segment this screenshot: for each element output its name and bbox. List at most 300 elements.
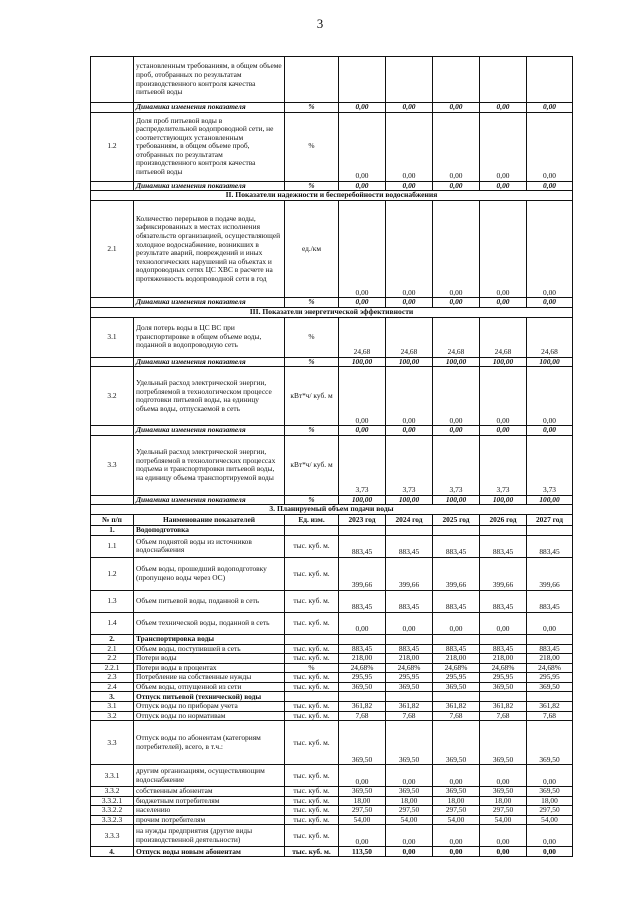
value-cell: 3,73: [433, 435, 480, 495]
row-name: Потребление на собственные нужды: [134, 673, 285, 683]
value-cell: 0,00: [386, 426, 433, 436]
value-cell: 24,68%: [339, 663, 386, 673]
value-cell: 883,45: [527, 644, 573, 654]
value-cell: 0,00: [527, 112, 573, 181]
value-cell: 369,50: [433, 721, 480, 765]
value-cell: [339, 692, 386, 702]
section-heading-row: [91, 307, 573, 317]
row-unit: кВт*ч/ куб. м: [285, 435, 339, 495]
value-cell: 24,68%: [433, 663, 480, 673]
value-cell: 54,00: [433, 815, 480, 825]
value-cell: 0,00: [433, 765, 480, 787]
table-row: [91, 644, 573, 654]
row-name: Удельный расход электрической энергии, потребляемой в технологических процессах подъема и транспортировки питьевой воды, на единицу объема транспортируемой воды: [134, 435, 285, 495]
value-cell: 883,45: [339, 644, 386, 654]
row-unit: тыс. куб. м.: [285, 721, 339, 765]
row-number: 3.2: [91, 711, 134, 721]
row-number: 2.: [91, 634, 134, 644]
table-row: [91, 535, 573, 557]
value-cell: 297,50: [386, 806, 433, 816]
row-name: установленным требованиям, в общем объеме проб, отобранных по результатам производственного контроля качества питьевой воды: [134, 57, 285, 103]
value-cell: [527, 57, 573, 103]
row-name: Удельный расход электрической энергии, потребляемой в технологическом процессе подготовки питьевой воды, на единицу объема воды, отпускаемой в сеть: [134, 367, 285, 426]
section-heading-row: [91, 505, 573, 515]
value-cell: 883,45: [527, 535, 573, 557]
value-cell: 399,66: [386, 557, 433, 590]
value-cell: 883,45: [339, 590, 386, 612]
table-row: [91, 692, 573, 702]
value-cell: 0,00: [386, 612, 433, 634]
row-unit: %: [285, 495, 339, 505]
row-number: 1.3: [91, 590, 134, 612]
value-cell: 3,73: [480, 435, 527, 495]
row-name: Динамика изменения показателя: [134, 181, 285, 191]
value-cell: 0,00: [386, 367, 433, 426]
value-cell: 399,66: [433, 557, 480, 590]
row-name: Объем воды, поступившей в сеть: [134, 644, 285, 654]
value-cell: 369,50: [480, 682, 527, 692]
table-row: [91, 815, 573, 825]
value-cell: 100,00: [339, 357, 386, 367]
value-cell: 295,95: [527, 673, 573, 683]
column-header: 2023 год: [339, 514, 386, 525]
row-unit: тыс. куб. м.: [285, 535, 339, 557]
dynamics-row: [91, 357, 573, 367]
row-name: Количество перерывов в подаче воды, зафиксированных в местах исполнения обязательств организацией, осуществляющей холодное водоснабжение, возникших в результате аварий, повреждений и иных технологических нарушений на объектах и водопроводных сетях ЦС ХВС в расчете на протяженность водопроводной сети в год: [134, 201, 285, 298]
table-row: [91, 435, 573, 495]
value-cell: 7,68: [480, 711, 527, 721]
value-cell: 3,73: [339, 435, 386, 495]
value-cell: 100,00: [386, 357, 433, 367]
table-row: [91, 57, 573, 103]
value-cell: 883,45: [386, 535, 433, 557]
row-number: 3.3: [91, 435, 134, 495]
dynamics-row: [91, 181, 573, 191]
value-cell: [527, 525, 573, 535]
value-cell: 361,82: [339, 702, 386, 712]
table-row: [91, 765, 573, 787]
column-header: Наименование показателей: [134, 514, 285, 525]
row-name: Динамика изменения показателя: [134, 298, 285, 308]
value-cell: 0,00: [527, 201, 573, 298]
value-cell: 0,00: [433, 103, 480, 113]
row-number: 2.3: [91, 673, 134, 683]
value-cell: 0,00: [527, 426, 573, 436]
row-name: Отпуск воды новым абонентам: [134, 847, 285, 857]
dynamics-row: [91, 298, 573, 308]
table-row: [91, 787, 573, 797]
value-cell: 7,68: [339, 711, 386, 721]
value-cell: 297,50: [527, 806, 573, 816]
row-unit: ед./км: [285, 201, 339, 298]
value-cell: 24,68%: [480, 663, 527, 673]
value-cell: 54,00: [339, 815, 386, 825]
table-row: [91, 673, 573, 683]
value-cell: 54,00: [527, 815, 573, 825]
value-cell: 399,66: [527, 557, 573, 590]
table-row: [91, 112, 573, 181]
value-cell: 369,50: [339, 721, 386, 765]
row-number: 2.1: [91, 644, 134, 654]
value-cell: 369,50: [480, 721, 527, 765]
table-row: [91, 612, 573, 634]
value-cell: [386, 57, 433, 103]
row-name: Отпуск воды по нормативам: [134, 711, 285, 721]
value-cell: 295,95: [339, 673, 386, 683]
value-cell: 100,00: [527, 357, 573, 367]
value-cell: 0,00: [386, 181, 433, 191]
table-row: [91, 634, 573, 644]
value-cell: 0,00: [386, 112, 433, 181]
row-name: Объем технической воды, поданной в сеть: [134, 612, 285, 634]
value-cell: 0,00: [433, 201, 480, 298]
table-row: [91, 682, 573, 692]
row-number: 2.1: [91, 201, 134, 298]
page-number: 3: [316, 16, 324, 31]
row-unit: %: [285, 298, 339, 308]
row-number: 3.3.3: [91, 825, 134, 847]
row-number: 3.3.2.1: [91, 796, 134, 806]
row-unit: [285, 57, 339, 103]
value-cell: 399,66: [339, 557, 386, 590]
row-number: 1.4: [91, 612, 134, 634]
value-cell: [386, 634, 433, 644]
value-cell: 54,00: [480, 815, 527, 825]
row-number: 3.1: [91, 702, 134, 712]
value-cell: 0,00: [527, 847, 573, 857]
row-name: другим организациям, осуществляющим водоснабжение: [134, 765, 285, 787]
section-heading-row: [91, 191, 573, 201]
value-cell: 0,00: [433, 298, 480, 308]
column-header: 2024 год: [386, 514, 433, 525]
value-cell: [339, 525, 386, 535]
value-cell: 54,00: [386, 815, 433, 825]
value-cell: 18,00: [433, 796, 480, 806]
value-cell: 0,00: [433, 426, 480, 436]
dynamics-row: [91, 426, 573, 436]
row-number: 3.3.2: [91, 787, 134, 797]
value-cell: 0,00: [339, 825, 386, 847]
row-number: 1.1: [91, 535, 134, 557]
value-cell: 0,00: [480, 847, 527, 857]
value-cell: 0,00: [480, 298, 527, 308]
value-cell: 0,00: [433, 847, 480, 857]
row-name: Отпуск питьевой (технической) воды: [134, 692, 285, 702]
column-header: 2027 год: [527, 514, 573, 525]
table-row: [91, 806, 573, 816]
row-unit: тыс. куб. м.: [285, 682, 339, 692]
value-cell: 0,00: [527, 367, 573, 426]
value-cell: 18,00: [339, 796, 386, 806]
row-unit: %: [285, 103, 339, 113]
row-number: 3.3.2.2: [91, 806, 134, 816]
value-cell: 369,50: [339, 682, 386, 692]
column-header: 2025 год: [433, 514, 480, 525]
value-cell: [480, 57, 527, 103]
row-name: Динамика изменения показателя: [134, 357, 285, 367]
dynamics-row: [91, 495, 573, 505]
row-name: Водоподготовка: [134, 525, 285, 535]
row-number: 1.2: [91, 112, 134, 181]
value-cell: 295,95: [386, 673, 433, 683]
table-row: [91, 317, 573, 357]
row-unit: %: [285, 663, 339, 673]
row-unit: тыс. куб. м.: [285, 711, 339, 721]
table-row: [91, 367, 573, 426]
value-cell: 24,68: [433, 317, 480, 357]
table-row: [91, 590, 573, 612]
row-unit: тыс. куб. м.: [285, 806, 339, 816]
row-number: 3.3.1: [91, 765, 134, 787]
row-number: [91, 181, 134, 191]
value-cell: 100,00: [480, 495, 527, 505]
row-number: 3.2: [91, 367, 134, 426]
value-cell: 0,00: [480, 181, 527, 191]
row-number: 3.1: [91, 317, 134, 357]
row-number: 3.3.2.3: [91, 815, 134, 825]
value-cell: 0,00: [480, 612, 527, 634]
value-cell: [339, 57, 386, 103]
row-name: Доля потерь воды в ЦС ВС при транспортировке в общем объеме воды, поданной в водопроводную сеть: [134, 317, 285, 357]
value-cell: 0,00: [433, 367, 480, 426]
value-cell: 24,68%: [527, 663, 573, 673]
value-cell: 297,50: [480, 806, 527, 816]
value-cell: 369,50: [386, 682, 433, 692]
value-cell: 883,45: [433, 644, 480, 654]
column-header: Ед. изм.: [285, 514, 339, 525]
value-cell: 0,00: [527, 825, 573, 847]
row-unit: тыс. куб. м.: [285, 796, 339, 806]
value-cell: 3,73: [527, 435, 573, 495]
value-cell: 18,00: [480, 796, 527, 806]
row-unit: тыс. куб. м.: [285, 557, 339, 590]
table-row: [91, 847, 573, 857]
section-heading: III. Показатели энергетической эффективности: [91, 307, 573, 317]
value-cell: 100,00: [339, 495, 386, 505]
value-cell: 0,00: [339, 201, 386, 298]
value-cell: 369,50: [433, 787, 480, 797]
value-cell: 218,00: [527, 654, 573, 664]
row-unit: тыс. куб. м.: [285, 644, 339, 654]
value-cell: 369,50: [339, 787, 386, 797]
row-name: Объем воды, отпущенной из сети: [134, 682, 285, 692]
value-cell: 883,45: [339, 535, 386, 557]
value-cell: [339, 634, 386, 644]
value-cell: 883,45: [433, 590, 480, 612]
value-cell: 0,00: [386, 103, 433, 113]
table-row: [91, 721, 573, 765]
value-cell: 218,00: [386, 654, 433, 664]
row-name: Потери воды в процентах: [134, 663, 285, 673]
row-unit: тыс. куб. м.: [285, 702, 339, 712]
value-cell: 24,68%: [386, 663, 433, 673]
value-cell: 0,00: [527, 103, 573, 113]
table-row: [91, 557, 573, 590]
row-unit: тыс. куб. м.: [285, 765, 339, 787]
value-cell: 361,82: [480, 702, 527, 712]
value-cell: 0,00: [386, 825, 433, 847]
row-number: 1.: [91, 525, 134, 535]
section-heading: 3. Планируемый объем подачи воды: [91, 505, 573, 515]
value-cell: 0,00: [480, 201, 527, 298]
value-cell: 100,00: [433, 357, 480, 367]
value-cell: 0,00: [480, 367, 527, 426]
value-cell: 0,00: [339, 112, 386, 181]
table-row: [91, 201, 573, 298]
value-cell: [386, 525, 433, 535]
table-row: [91, 796, 573, 806]
row-name: Динамика изменения показателя: [134, 495, 285, 505]
value-cell: 369,50: [480, 787, 527, 797]
row-number: 2.2.1: [91, 663, 134, 673]
row-name: Объем поднятой воды из источников водоснабжения: [134, 535, 285, 557]
value-cell: 0,00: [339, 298, 386, 308]
value-cell: 218,00: [433, 654, 480, 664]
value-cell: 7,68: [527, 711, 573, 721]
row-unit: %: [285, 317, 339, 357]
value-cell: [386, 692, 433, 702]
value-cell: 24,68: [527, 317, 573, 357]
value-cell: 100,00: [527, 495, 573, 505]
row-unit: [285, 525, 339, 535]
value-cell: 0,00: [339, 367, 386, 426]
row-unit: тыс. куб. м.: [285, 590, 339, 612]
value-cell: 0,00: [433, 112, 480, 181]
value-cell: 0,00: [527, 298, 573, 308]
row-unit: [285, 634, 339, 644]
row-name: Объем воды, прошедший водоподготовку (пропущено воды через ОС): [134, 557, 285, 590]
row-number: [91, 495, 134, 505]
value-cell: 24,68: [480, 317, 527, 357]
value-cell: 7,68: [433, 711, 480, 721]
table-row: [91, 702, 573, 712]
value-cell: 100,00: [386, 495, 433, 505]
value-cell: 883,45: [386, 590, 433, 612]
value-cell: 883,45: [433, 535, 480, 557]
value-cell: 361,82: [433, 702, 480, 712]
column-header-row: [91, 514, 573, 525]
value-cell: [480, 634, 527, 644]
value-cell: 24,68: [339, 317, 386, 357]
row-name: населению: [134, 806, 285, 816]
value-cell: 361,82: [527, 702, 573, 712]
value-cell: 24,68: [386, 317, 433, 357]
row-number: [91, 57, 134, 103]
value-cell: 3,73: [386, 435, 433, 495]
row-number: [91, 357, 134, 367]
value-cell: 0,00: [480, 103, 527, 113]
value-cell: 883,45: [480, 535, 527, 557]
value-cell: 0,00: [339, 181, 386, 191]
value-cell: 0,00: [527, 612, 573, 634]
row-name: бюджетным потребителям: [134, 796, 285, 806]
value-cell: 883,45: [480, 644, 527, 654]
table-row: [91, 711, 573, 721]
value-cell: 0,00: [386, 298, 433, 308]
value-cell: 0,00: [480, 426, 527, 436]
row-unit: тыс. куб. м.: [285, 612, 339, 634]
value-cell: 883,45: [386, 644, 433, 654]
value-cell: 0,00: [433, 825, 480, 847]
value-cell: 295,95: [433, 673, 480, 683]
value-cell: 0,00: [480, 825, 527, 847]
value-cell: 7,68: [386, 711, 433, 721]
value-cell: 0,00: [386, 765, 433, 787]
table-row: [91, 825, 573, 847]
value-cell: [527, 634, 573, 644]
value-cell: 0,00: [433, 181, 480, 191]
value-cell: 369,50: [527, 682, 573, 692]
table-row: [91, 663, 573, 673]
row-unit: кВт*ч/ куб. м: [285, 367, 339, 426]
row-unit: %: [285, 181, 339, 191]
value-cell: 18,00: [527, 796, 573, 806]
value-cell: 0,00: [433, 612, 480, 634]
value-cell: 883,45: [480, 590, 527, 612]
value-cell: [433, 525, 480, 535]
value-cell: [480, 692, 527, 702]
value-cell: 883,45: [527, 590, 573, 612]
column-header: 2026 год: [480, 514, 527, 525]
row-unit: тыс. куб. м.: [285, 673, 339, 683]
value-cell: 369,50: [433, 682, 480, 692]
row-number: 3.: [91, 692, 134, 702]
value-cell: 100,00: [480, 357, 527, 367]
row-unit: %: [285, 112, 339, 181]
row-number: [91, 103, 134, 113]
value-cell: 18,00: [386, 796, 433, 806]
row-name: Потери воды: [134, 654, 285, 664]
value-cell: 0,00: [339, 103, 386, 113]
row-name: Отпуск воды по абонентам (категориям потребителей), всего, в т.ч.:: [134, 721, 285, 765]
value-cell: 100,00: [433, 495, 480, 505]
value-cell: 0,00: [339, 765, 386, 787]
row-number: 2.4: [91, 682, 134, 692]
value-cell: 218,00: [339, 654, 386, 664]
row-unit: тыс. куб. м.: [285, 815, 339, 825]
value-cell: 369,50: [386, 721, 433, 765]
row-number: 1.2: [91, 557, 134, 590]
row-name: на нужды предприятия (другие виды производственной деятельности): [134, 825, 285, 847]
column-header: № п/п: [91, 514, 134, 525]
value-cell: 297,50: [339, 806, 386, 816]
row-number: 2.2: [91, 654, 134, 664]
row-unit: %: [285, 357, 339, 367]
row-number: 3.3: [91, 721, 134, 765]
value-cell: 0,00: [480, 112, 527, 181]
value-cell: [480, 525, 527, 535]
indicators-table: [90, 56, 573, 857]
value-cell: 113,50: [339, 847, 386, 857]
row-unit: тыс. куб. м.: [285, 787, 339, 797]
row-unit: тыс. куб. м.: [285, 654, 339, 664]
value-cell: 369,50: [386, 787, 433, 797]
value-cell: 0,00: [527, 765, 573, 787]
value-cell: 295,95: [480, 673, 527, 683]
table-row: [91, 525, 573, 535]
value-cell: 297,50: [433, 806, 480, 816]
row-unit: [285, 692, 339, 702]
value-cell: 218,00: [480, 654, 527, 664]
value-cell: 0,00: [386, 201, 433, 298]
row-name: Динамика изменения показателя: [134, 103, 285, 113]
dynamics-row: [91, 103, 573, 113]
row-name: прочим потребителям: [134, 815, 285, 825]
value-cell: 0,00: [527, 181, 573, 191]
row-number: [91, 298, 134, 308]
value-cell: 369,50: [527, 721, 573, 765]
value-cell: 361,82: [386, 702, 433, 712]
